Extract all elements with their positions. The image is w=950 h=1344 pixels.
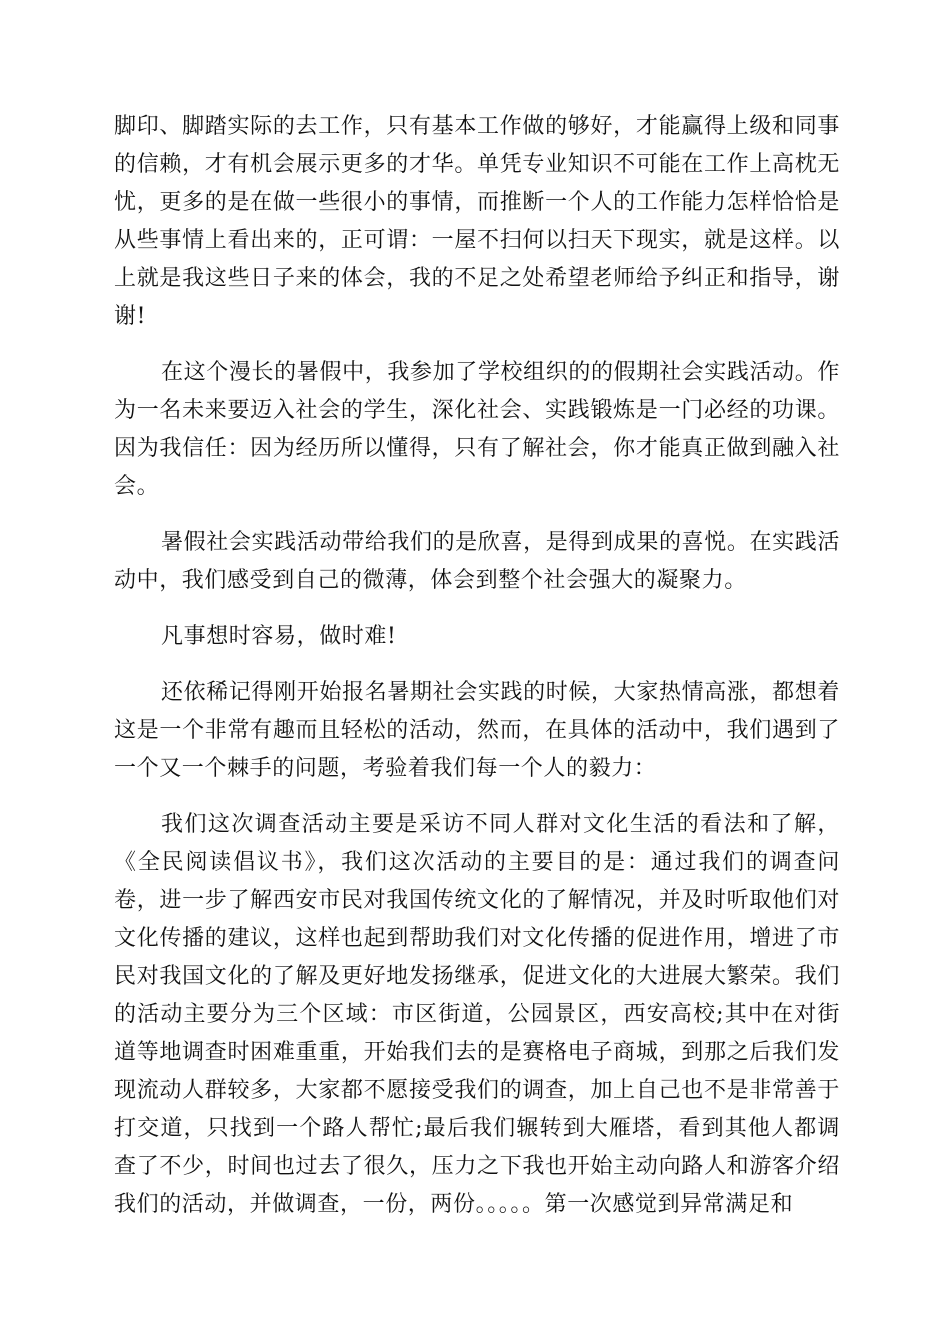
paragraph-5: 还依稀记得刚开始报名暑期社会实践的时候，大家热情高涨，都想着这是一个非常有趣而且轻松的活动，然而，在具体的活动中，我们遇到了一个又一个棘手的问题，考验着我们每一个人的毅力： (114, 680, 840, 781)
document-body (114, 108, 840, 1242)
paragraph-4: 凡事想时容易，做时难! (161, 624, 397, 649)
paragraph-3: 暑假社会实践活动带给我们的是欣喜，是得到成果的喜悦。在实践活动中，我们感受到自己的微薄，体会到整个社会强大的凝聚力。 (114, 530, 840, 593)
paragraph-1: 脚印、脚踏实际的去工作，只有基本工作做的够好，才能赢得上级和同事的信赖，才有机会展示更多的才华。单凭专业知识不可能在工作上高枕无忧，更多的是在做一些很小的事情，而推断一个人的工作能力怎样恰恰是从些事情上看出来的，正可谓：一屋不扫何以扫天下现实，就是这样。以上就是我这些日子来的体会，我的不足之处希望老师给予纠正和指导，谢谢! (114, 114, 840, 329)
paragraph-2: 在这个漫长的暑假中，我参加了学校组织的的假期社会实践活动。作为一名未来要迈入社会的学生，深化社会、实践锻炼是一门必经的功课。因为我信任：因为经历所以懂得，只有了解社会，你才能真正做到融入社会。 (114, 360, 840, 499)
paragraph-6: 我们这次调查活动主要是采访不同人群对文化生活的看法和了解，《全民阅读倡议书》，我们这次活动的主要目的是：通过我们的调查问卷，进一步了解西安市民对我国传统文化的了解情况，并及时听取他们对文化传播的建议，这样也起到帮助我们对文化传播的促进作用，增进了市民对我国文化的了解及更好地发扬继承，促进文化的大进展大繁荣。我们的活动主要分为三个区域：市区街道，公园景区，西安高校;其中在对街道等地调查时困难重重，开始我们去的是赛格电子商城，到那之后我们发现流动人群较多，大家都不愿接受我们的调查，加上自己也不是非常善于打交道，只找到一个路人帮忙;最后我们辗转到大雁塔，看到其他人都调查了不少，时间也过去了很久，压力之下我也开始主动向路人和游客介绍我们的活动，并做调查，一份，两份。。。。。第一次感觉到异常满足和 (114, 812, 840, 1217)
